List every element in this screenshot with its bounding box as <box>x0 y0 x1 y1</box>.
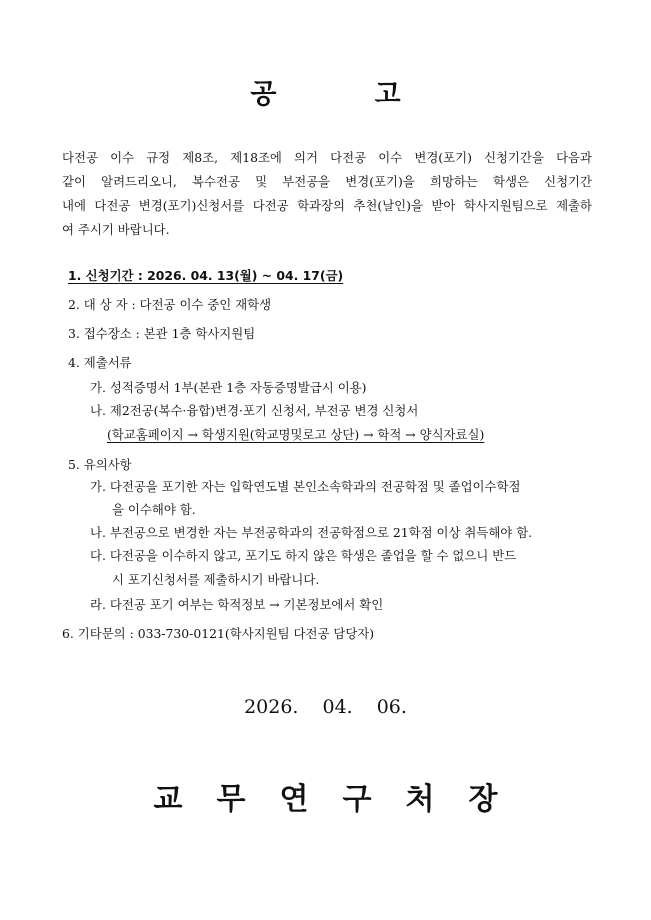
documents-item-b: 나. 제2전공(복수·융합)변경·포기 신청서, 부전공 변경 신청서 <box>90 403 419 418</box>
note-item-c: 다. 다전공을 이수하지 않고, 포기도 하지 않은 학생은 졸업을 할 수 없으니 반드 <box>90 548 517 563</box>
intro-line: 같이 알려드리오니, 복수전공 및 부전공을 변경(포기)을 희망하는 학생은 신청기간 <box>62 174 592 189</box>
note-item-b: 나. 부전공으로 변경한 자는 부전공학과의 전공학점으로 21학점 이상 취득해야 함. <box>90 525 533 540</box>
issuer-char: 처 <box>405 782 435 817</box>
date-year: 2026. <box>244 696 299 718</box>
issuer-char: 연 <box>279 782 309 817</box>
issuer-char: 구 <box>342 782 372 817</box>
note-item-a: 가. 다전공을 포기한 자는 입학연도별 본인소속학과의 전공학점 및 졸업이수학점 <box>90 479 521 494</box>
place-item: 3. 접수장소 : 본관 1층 학사지원팀 <box>68 326 256 341</box>
intro-line: 여 주시기 바랍니다. <box>62 222 170 237</box>
note-item-d: 라. 다전공 포기 여부는 학적정보 → 기본정보에서 확인 <box>90 597 384 612</box>
page-title <box>0 72 651 111</box>
notice-date <box>0 696 651 718</box>
documents-heading: 4. 제출서류 <box>68 355 132 370</box>
intro-paragraph <box>62 146 592 242</box>
issuer-signature <box>0 774 651 818</box>
issuer-char: 장 <box>468 782 498 817</box>
application-period <box>68 268 343 284</box>
application-period-text: 1. 신청기간 : 2026. 04. 13(월) ~ 04. 17(금) <box>68 268 344 283</box>
note-item-a-cont: 을 이수해야 함. <box>112 502 196 517</box>
issuer-char: 교 <box>153 782 183 817</box>
intro-line: 내에 다전공 변경(포기)신청서를 다전공 학과장의 추천(날인)을 받아 학사지원팀으로 제출하 <box>62 198 592 213</box>
documents-path: (학교홈페이지 → 학생지원(학교명및로고 상단) → 학적 → 양식자료실) <box>107 427 485 442</box>
intro-line: 다전공 이수 규정 제8조, 제18조에 의거 다전공 이수 변경(포기) 신청기간을 다음과 <box>62 150 592 165</box>
target-item: 2. 대 상 자 : 다전공 이수 중인 재학생 <box>68 297 272 312</box>
issuer-char: 무 <box>216 782 246 817</box>
date-day: 06. <box>376 696 407 718</box>
documents-item-a: 가. 성적증명서 1부(본관 1층 자동증명발급시 이용) <box>90 380 367 395</box>
date-month: 04. <box>322 696 353 718</box>
contact-item: 6. 기타문의 : 033-730-0121(학사지원팀 다전공 담당자) <box>62 626 375 641</box>
title-char-1: 공 <box>250 79 277 110</box>
title-char-2: 고 <box>374 79 401 110</box>
notes-heading: 5. 유의사항 <box>68 457 132 472</box>
note-item-c-cont: 시 포기신청서를 제출하시기 바랍니다. <box>112 572 320 587</box>
